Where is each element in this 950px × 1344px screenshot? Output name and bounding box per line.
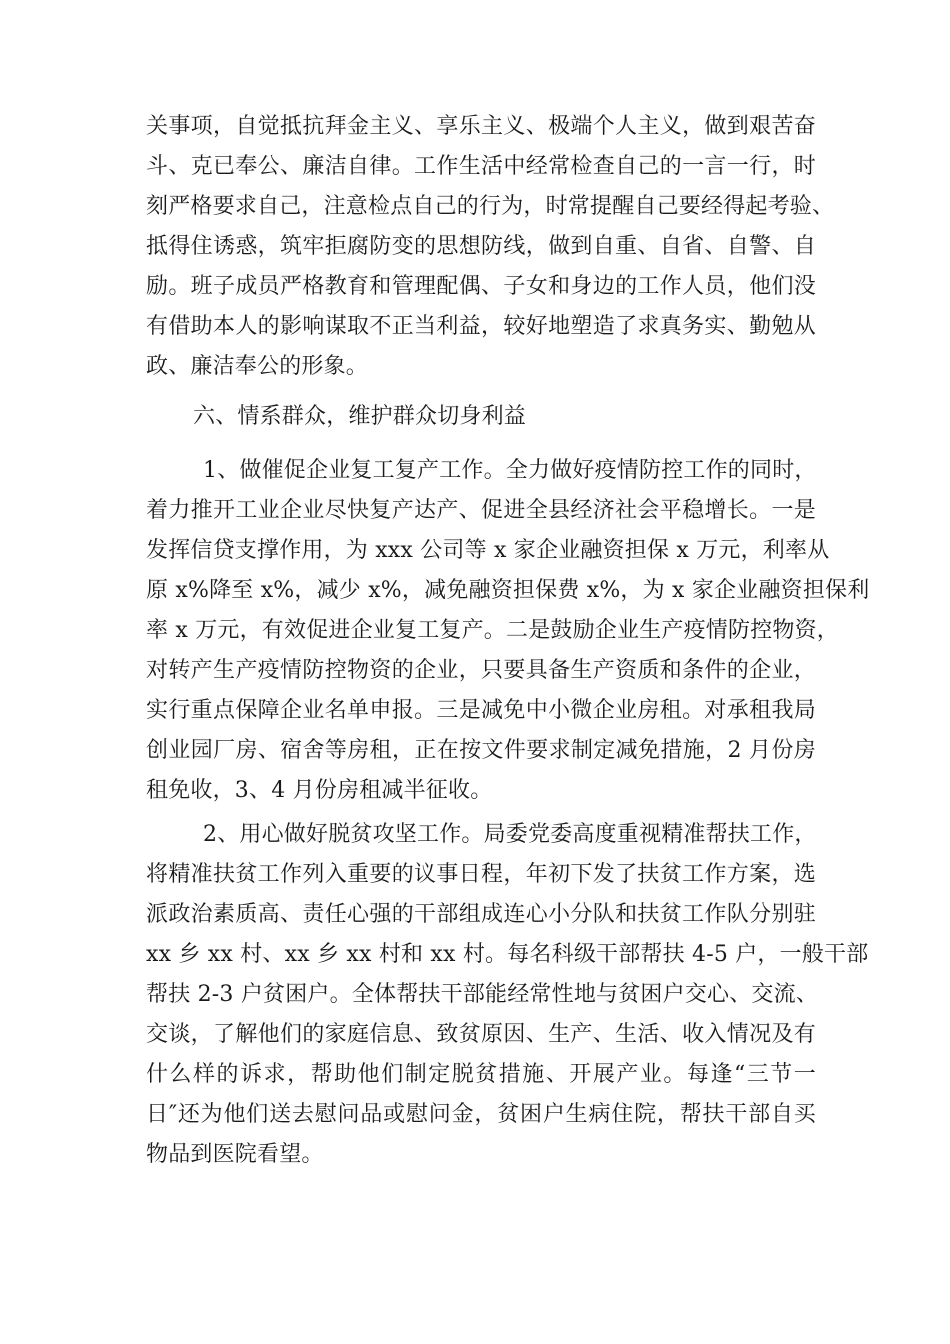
text-line: 率 x 万元，有效促进企业复工复产。二是鼓励企业生产疫情防控物资，: [146, 618, 839, 643]
text-line: 1、做催促企业复工复产工作。全力做好疫情防控工作的同时，: [203, 458, 817, 483]
section-heading-text: 六、情系群众，维护群众切身利益: [193, 404, 527, 429]
text-line: 发挥信贷支撑作用，为 xxx 公司等 x 家企业融资担保 x 万元，利率从: [146, 538, 830, 563]
text-line: 抵得住诱惑，筑牢拒腐防变的思想防线，做到自重、自省、自警、自: [146, 234, 816, 259]
paragraph-resume-production: [146, 451, 870, 811]
paragraph-poverty-alleviation: [146, 815, 869, 1175]
text-line: 有借助本人的影响谋取不正当利益，较好地塑造了求真务实、勤勉从: [146, 314, 816, 339]
text-line: 派政治素质高、责任心强的干部组成连心小分队和扶贫工作队分别驻: [146, 902, 816, 927]
text-line: 着力推开工业企业尽快复产达产、促进全县经济社会平稳增长。一是: [146, 498, 816, 523]
text-line: 2、用心做好脱贫攻坚工作。局委党委高度重视精准帮扶工作，: [203, 822, 817, 847]
text-line: 励。班子成员严格教育和管理配偶、子女和身边的工作人员，他们没: [146, 274, 816, 299]
paragraph-integrity: [146, 107, 835, 387]
text-line: 原 x%降至 x%，减少 x%，减免融资担保费 x%，为 x 家企业融资担保利: [146, 578, 870, 603]
text-line: 实行重点保障企业名单申报。三是减免中小微企业房租。对承租我局: [146, 698, 816, 723]
text-line: 交谈，了解他们的家庭信息、致贫原因、生产、生活、收入情况及有: [146, 1022, 816, 1047]
text-line: 帮扶 2-3 户贫困户。全体帮扶干部能经常性地与贫困户交心、交流、: [146, 982, 819, 1007]
text-line: 租免收，3、4 月份房租减半征收。: [146, 778, 493, 803]
text-line: 对转产生产疫情防控物资的企业，只要具备生产资质和条件的企业，: [146, 658, 816, 683]
text-line: 政、廉洁奉公的形象。: [146, 354, 369, 379]
text-line: 日″还为他们送去慰问品或慰问金，贫困户生病住院，帮扶干部自买: [146, 1102, 816, 1127]
text-line: 斗、克已奉公、廉洁自律。工作生活中经常检查自己的一言一行，时: [146, 154, 816, 179]
text-line: 刻严格要求自己，注意检点自己的行为，时常提醒自己要经得起考验、: [146, 194, 835, 219]
text-line: 物品到医院看望。: [146, 1142, 324, 1167]
text-line: 什么样的诉求，帮助他们制定脱贫措施、开展产业。每逢“三节一: [146, 1062, 816, 1087]
section-heading: [146, 397, 816, 437]
text-line: 将精准扶贫工作列入重要的议事日程，年初下发了扶贫工作方案，选: [146, 862, 816, 887]
text-line: 关事项，自觉抵抗拜金主义、享乐主义、极端个人主义，做到艰苦奋: [146, 114, 816, 139]
text-line: xx 乡 xx 村、xx 乡 xx 村和 xx 村。每名科级干部帮扶 4-5 户，一般干部: [146, 942, 869, 967]
text-line: 创业园厂房、宿舍等房租，正在按文件要求制定减免措施，2 月份房: [146, 738, 816, 763]
